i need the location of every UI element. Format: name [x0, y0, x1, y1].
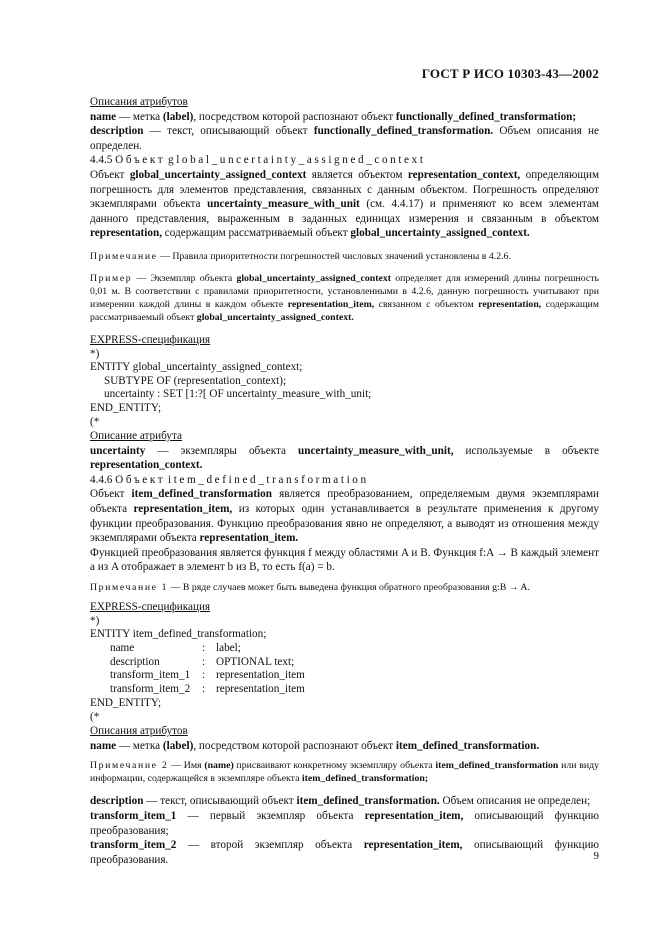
code-line: (*	[90, 415, 100, 428]
attribute-table	[90, 642, 599, 697]
code-line: uncertainty : SET [1:?[ OF uncertainty_measure_with_unit;	[90, 388, 372, 401]
attr-name-paragraph: name — метка (label), посредством которой распознают объект functionally_defined_transformation;	[90, 110, 577, 123]
code-line: END_ENTITY;	[90, 697, 162, 709]
section-4-4-6-paragraph: Объект item_defined_transformation является преобразованием, определяемым двумя экземплярами объекта representation_item, из которых один устанавливается в результате применения к другому функции преобразования. Функцию преобразования явно не определяют, а выводят из отношения между экземплярами объекта representation_item.	[90, 488, 600, 545]
code-line: SUBTYPE OF (representation_context);	[90, 374, 287, 387]
section-heading-4-4-5: 4.4.5 Объект global_uncertainty_assigned_context	[90, 154, 426, 167]
page-content	[90, 95, 599, 867]
page-number: 9	[593, 850, 599, 862]
attribute-row: transform_item_2 : representation_item	[110, 683, 305, 696]
attr-uncertainty-paragraph: uncertainty — экземпляры объекта uncertainty_measure_with_unit, используемые в объекте representation_context.	[90, 444, 599, 472]
attr-description-paragraph: description — текст, описывающий объект functionally_defined_transformation. Объем описания не определен.	[90, 125, 599, 152]
code-line: ENTITY global_uncertainty_assigned_context;	[90, 361, 303, 374]
code-line: *)	[90, 347, 100, 360]
document-header: ГОСТ Р ИСО 10303-43—2002	[421, 66, 599, 81]
code-line: ENTITY item_defined_transformation;	[90, 628, 267, 641]
attribute-row: transform_item_1 : representation_item	[110, 669, 305, 682]
code-line: END_ENTITY;	[90, 401, 162, 414]
attribute-row: name : label;	[110, 641, 241, 654]
express-code-1	[90, 348, 599, 430]
note-1: Примечание 1 — В ряде случаев может быть выведена функция обратного преобразования g:B → A.	[90, 582, 530, 594]
attributes-heading-2: Описания атрибутов	[90, 725, 188, 738]
express-heading-1: EXPRESS-спецификация	[90, 333, 211, 346]
section-heading-4-4-6: 4.4.6 Объект item_defined_transformation	[90, 473, 369, 486]
attr-description-paragraph-2: description — текст, описывающий объект item_defined_transformation. Объем описания не определен;	[90, 795, 591, 808]
code-line: *)	[90, 614, 100, 627]
attr-transform-item-2-paragraph: transform_item_2 — второй экземпляр объекта representation_item, описывающий функцию преобразования.	[90, 839, 599, 866]
example-paragraph: Пример — Экземпляр объекта global_uncertainty_assigned_context определяет для измерений длины погрешность 0,01 м. В соответствии с правилами приоритетности, установленными в 4.2.6, данную погрешность учитывают при измерении каждой длины в каждом объекте representation_item, связанном с объектом representation, содержащим рассматриваемый объект global_uncertainty_assigned_context.	[90, 272, 599, 323]
attr-transform-item-1-paragraph: transform_item_1 — первый экземпляр объекта representation_item, описывающий функцию преобразования;	[90, 809, 600, 837]
note-2: Примечание 2 — Имя (name) присваивают конкретному экземпляру объекта item_defined_transformation или виду информации, содержащейся в экземпляре объекта item_defined_transformation;	[90, 760, 599, 785]
section-4-4-5-paragraph: Объект global_uncertainty_assigned_context является объектом representation_context, определяющим погрешность для элементов представления, связанных с данным объектом. Погрешность определяют экземплярами объекта uncertainty_measure_with_unit (см. 4.4.17) и применяют ко всем элементам данного представления, выраженным в заданных единицах измерения и связанным в объектом representation, содержащим рассматриваемый объект global_uncertainty_assigned_context.	[90, 168, 600, 240]
code-line: (*	[90, 710, 100, 723]
express-heading-2: EXPRESS-спецификация	[90, 601, 211, 614]
function-paragraph: Функцией преобразования является функция f между областями A и B. Функция f:A → B каждый элемент a из A отображает в элемент b из B, то есть f(a) = b.	[90, 546, 599, 574]
attributes-heading: Описания атрибутов	[90, 96, 188, 108]
attr-name-paragraph-2: name — метка (label), посредством которой распознают объект item_defined_transformation.	[90, 739, 540, 752]
attribute-row: description : OPTIONAL text;	[110, 655, 295, 668]
express-code-2	[90, 615, 599, 725]
attribute-heading: Описание атрибута	[90, 430, 182, 443]
note-priority: Примечание — Правила приоритетности погрешностей числовых значений установлены в 4.2.6.	[90, 250, 511, 262]
